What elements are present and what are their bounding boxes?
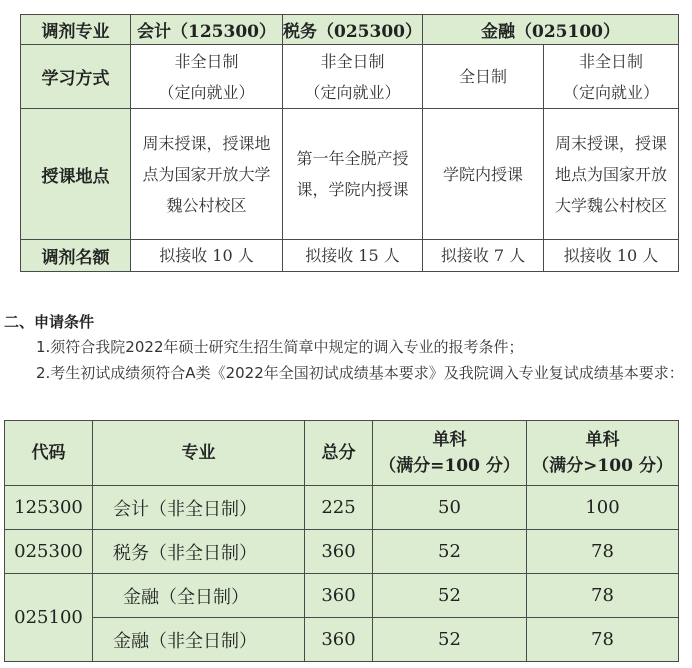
code-cell: 125300: [5, 486, 93, 530]
row-label-location: 授课地点: [21, 109, 131, 240]
header-single-100: 单科 （满分=100 分）: [373, 421, 527, 486]
header-finance: 金融（025100）: [423, 15, 679, 45]
table-row: [5, 486, 679, 530]
header-single-over-100: 单科 （满分>100 分）: [527, 421, 679, 486]
row-label-quota: 调剂名额: [21, 240, 131, 272]
condition-1: 1.须符合我院2022年硕士研究生招生简章中规定的调入专业的报考条件；: [36, 338, 524, 356]
quota-accounting: 拟接收 10 人: [131, 240, 283, 272]
single-100-cell: 52: [373, 618, 527, 662]
location-finance-parttime: 周末授课，授课地点为国家开放大学魏公村校区: [544, 109, 679, 240]
header-total: 总分: [305, 421, 373, 486]
transfer-majors-table: [20, 14, 679, 272]
table-row: [5, 530, 679, 574]
total-cell: 360: [305, 530, 373, 574]
header-accounting: 会计（125300）: [131, 15, 283, 45]
location-taxation: 第一年全脱产授课，学院内授课: [283, 109, 423, 240]
major-cell: 税务（非全日制）: [93, 530, 305, 574]
section-title: 二、申请条件: [4, 313, 95, 331]
header-major: 专业: [93, 421, 305, 486]
study-mode-finance-parttime: 非全日制 （定向就业）: [544, 45, 679, 109]
single-over-100-cell: 100: [527, 486, 679, 530]
table-row: [5, 574, 679, 618]
study-mode-taxation: 非全日制 （定向就业）: [283, 45, 423, 109]
single-over-100-cell: 78: [527, 574, 679, 618]
table-row: [5, 618, 679, 662]
code-cell: 025100: [5, 574, 93, 662]
total-cell: 360: [305, 618, 373, 662]
code-cell: 025300: [5, 530, 93, 574]
single-100-cell: 50: [373, 486, 527, 530]
row-label-study-mode: 学习方式: [21, 45, 131, 109]
header-taxation: 税务（025300）: [283, 15, 423, 45]
single-over-100-cell: 78: [527, 618, 679, 662]
quota-finance-parttime: 拟接收 10 人: [544, 240, 679, 272]
major-cell: 金融（全日制）: [93, 574, 305, 618]
location-finance-fulltime: 学院内授课: [423, 109, 544, 240]
study-mode-accounting: 非全日制 （定向就业）: [131, 45, 283, 109]
study-mode-finance-fulltime: 全日制: [423, 45, 544, 109]
quota-taxation: 拟接收 15 人: [283, 240, 423, 272]
header-label-major: 调剂专业: [21, 15, 131, 45]
condition-2: 2.考生初试成绩须符合A类《2022年全国初试成绩基本要求》及我院调入专业复试成绩基本要求：: [36, 364, 684, 382]
single-over-100-cell: 78: [527, 530, 679, 574]
score-requirements-table: [4, 420, 679, 662]
location-accounting: 周末授课，授课地点为国家开放大学魏公村校区: [131, 109, 283, 240]
single-100-cell: 52: [373, 530, 527, 574]
major-cell: 金融（非全日制）: [93, 618, 305, 662]
total-cell: 360: [305, 574, 373, 618]
major-cell: 会计（非全日制）: [93, 486, 305, 530]
total-cell: 225: [305, 486, 373, 530]
single-100-cell: 52: [373, 574, 527, 618]
header-code: 代码: [5, 421, 93, 486]
quota-finance-fulltime: 拟接收 7 人: [423, 240, 544, 272]
